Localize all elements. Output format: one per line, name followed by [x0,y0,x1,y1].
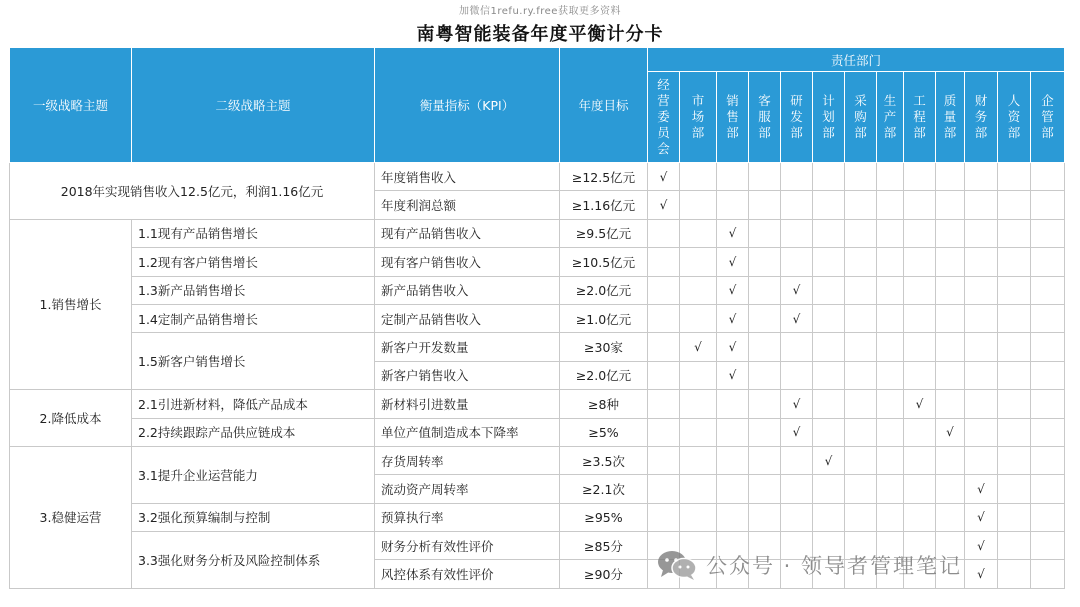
dept-cell [845,361,877,389]
target-cell: ≥10.5亿元 [560,248,648,276]
dept-cell [1031,333,1065,361]
dept-cell [749,276,781,304]
kpi-cell: 新客户开发数量 [375,333,560,361]
dept-cell [877,418,904,446]
dept-cell [998,390,1031,418]
dept-cell [1031,390,1065,418]
strategy-theme-2: 2.2持续跟踪产品供应链成本 [132,418,375,446]
check-mark: √ [781,304,813,332]
dept-cell [781,503,813,531]
dept-cell [998,191,1031,219]
dept-cell [998,418,1031,446]
target-cell: ≥8种 [560,390,648,418]
table-row [10,163,1065,191]
dept-cell [813,276,845,304]
dept-cell [648,446,680,474]
dept-cell [813,304,845,332]
table-row [10,390,1065,418]
dept-cell [749,532,781,560]
dept-cell [936,560,965,588]
dept-cell [904,361,936,389]
strategy-theme-2: 3.2强化预算编制与控制 [132,503,375,531]
dept-cell [781,361,813,389]
table-row [10,446,1065,474]
dept-cell [904,418,936,446]
table-row [10,503,1065,531]
dept-cell [965,191,998,219]
dept-cell [813,503,845,531]
dept-cell [1031,276,1065,304]
dept-cell [845,532,877,560]
dept-cell [845,475,877,503]
check-mark: √ [717,248,749,276]
dept-cell [749,560,781,588]
dept-cell [648,219,680,247]
dept-cell [781,532,813,560]
table-row [10,304,1065,332]
kpi-cell: 流动资产周转率 [375,475,560,503]
dept-cell [648,560,680,588]
dept-cell [680,304,717,332]
dept-cell [845,304,877,332]
table-row [10,532,1065,560]
header-dept: 财 务 部 [965,72,998,163]
strategy-theme-2: 3.3强化财务分析及风险控制体系 [132,532,375,589]
dept-cell [1031,475,1065,503]
dept-cell [749,304,781,332]
header-dept: 研 发 部 [781,72,813,163]
dept-cell [813,163,845,191]
dept-cell [680,219,717,247]
dept-cell [845,333,877,361]
header-dept: 计 划 部 [813,72,845,163]
check-mark: √ [648,163,680,191]
dept-cell [813,248,845,276]
kpi-cell: 预算执行率 [375,503,560,531]
dept-cell [680,390,717,418]
strategy-theme-2: 3.1提升企业运营能力 [132,446,375,503]
dept-cell [717,390,749,418]
dept-cell [877,475,904,503]
dept-cell [1031,304,1065,332]
dept-cell [845,248,877,276]
dept-cell [936,248,965,276]
dept-cell [936,333,965,361]
dept-cell [717,532,749,560]
dept-cell [749,191,781,219]
target-cell: ≥30家 [560,333,648,361]
dept-cell [845,219,877,247]
dept-cell [998,276,1031,304]
strategy-theme-1: 3.稳健运营 [10,446,132,588]
dept-cell [877,333,904,361]
kpi-cell: 新产品销售收入 [375,276,560,304]
page-title: 南粤智能装备年度平衡计分卡 [416,24,664,45]
target-cell: ≥12.5亿元 [560,163,648,191]
dept-cell [648,390,680,418]
dept-cell [965,333,998,361]
dept-cell [781,248,813,276]
header-dept: 质 量 部 [936,72,965,163]
check-mark: √ [717,361,749,389]
dept-cell [749,219,781,247]
check-mark: √ [717,219,749,247]
header-dept: 市 场 部 [680,72,717,163]
dept-cell [845,503,877,531]
dept-cell [680,248,717,276]
dept-cell [749,503,781,531]
dept-cell [1031,191,1065,219]
dept-cell [877,560,904,588]
dept-cell [998,219,1031,247]
dept-cell [904,503,936,531]
dept-cell [749,163,781,191]
dept-cell [781,219,813,247]
dept-cell [680,276,717,304]
dept-cell [936,361,965,389]
kpi-cell: 新材料引进数量 [375,390,560,418]
check-mark: √ [781,390,813,418]
dept-cell [965,418,998,446]
strategy-theme-1: 2018年实现销售收入12.5亿元，利润1.16亿元 [10,163,375,220]
dept-cell [813,361,845,389]
strategy-theme-2: 1.4定制产品销售增长 [132,304,375,332]
dept-cell [680,418,717,446]
kpi-cell: 存货周转率 [375,446,560,474]
dept-cell [648,361,680,389]
dept-cell [648,532,680,560]
dept-cell [877,503,904,531]
dept-cell [877,532,904,560]
dept-cell [998,304,1031,332]
dept-cell [904,532,936,560]
dept-cell [936,475,965,503]
dept-cell [717,163,749,191]
dept-cell [877,191,904,219]
dept-cell [877,276,904,304]
dept-cell [717,418,749,446]
dept-cell [877,304,904,332]
dept-cell [904,219,936,247]
dept-cell [648,418,680,446]
dept-cell [813,475,845,503]
check-mark: √ [936,418,965,446]
dept-cell [749,418,781,446]
header-dept: 人 资 部 [998,72,1031,163]
strategy-theme-1: 2.降低成本 [10,390,132,447]
dept-cell [965,446,998,474]
dept-cell [965,361,998,389]
watermark-text: 公众号 · 领导者管理笔记 [706,554,963,578]
dept-cell [781,475,813,503]
dept-cell [936,191,965,219]
dept-cell [904,276,936,304]
dept-cell [749,361,781,389]
dept-cell [845,390,877,418]
header-dept: 销 售 部 [717,72,749,163]
target-cell: ≥5% [560,418,648,446]
dept-cell [648,475,680,503]
check-mark: √ [717,333,749,361]
dept-cell [998,475,1031,503]
kpi-cell: 年度利润总额 [375,191,560,219]
dept-cell [936,532,965,560]
dept-cell [936,390,965,418]
dept-cell [998,532,1031,560]
dept-cell [936,163,965,191]
dept-cell [781,191,813,219]
kpi-cell: 年度销售收入 [375,163,560,191]
check-mark: √ [717,276,749,304]
dept-cell [813,390,845,418]
table-row [10,333,1065,361]
check-mark: √ [965,560,998,588]
dept-cell [781,560,813,588]
dept-cell [998,560,1031,588]
kpi-cell: 定制产品销售收入 [375,304,560,332]
kpi-cell: 财务分析有效性评价 [375,532,560,560]
header-theme2: 二级战略主题 [132,48,375,163]
dept-cell [936,446,965,474]
check-mark: √ [965,532,998,560]
target-cell: ≥2.0亿元 [560,361,648,389]
dept-cell [904,560,936,588]
header-theme1: 一级战略主题 [10,48,132,163]
strategy-theme-2: 2.1引进新材料，降低产品成本 [132,390,375,418]
target-cell: ≥1.0亿元 [560,304,648,332]
dept-cell [845,446,877,474]
dept-cell [1031,219,1065,247]
dept-cell [813,333,845,361]
dept-cell [998,446,1031,474]
target-cell: ≥3.5次 [560,446,648,474]
dept-cell [998,361,1031,389]
target-cell: ≥2.0亿元 [560,276,648,304]
kpi-cell: 新客户销售收入 [375,361,560,389]
kpi-cell: 现有客户销售收入 [375,248,560,276]
strategy-theme-2: 1.3新产品销售增长 [132,276,375,304]
check-mark: √ [965,503,998,531]
strategy-theme-2: 1.1现有产品销售增长 [132,219,375,247]
dept-cell [877,163,904,191]
dept-cell [965,248,998,276]
dept-cell [813,532,845,560]
dept-cell [648,333,680,361]
dept-cell [680,560,717,588]
target-cell: ≥2.1次 [560,475,648,503]
dept-cell [680,446,717,474]
check-mark: √ [904,390,936,418]
dept-cell [648,304,680,332]
dept-cell [904,475,936,503]
dept-cell [813,191,845,219]
header-dept: 经 营 委 员 会 [648,72,680,163]
dept-cell [717,503,749,531]
dept-cell [648,503,680,531]
dept-cell [845,163,877,191]
check-mark: √ [781,418,813,446]
dept-cell [648,248,680,276]
dept-cell [845,276,877,304]
dept-cell [749,248,781,276]
header-responsible-depts: 责任部门 [648,48,1065,72]
dept-cell [965,304,998,332]
strategy-theme-2: 1.2现有客户销售增长 [132,248,375,276]
dept-cell [845,560,877,588]
dept-cell [781,446,813,474]
check-mark: √ [813,446,845,474]
dept-cell [904,191,936,219]
dept-cell [749,446,781,474]
dept-cell [1031,163,1065,191]
dept-cell [998,163,1031,191]
target-cell: ≥95% [560,503,648,531]
dept-cell [1031,446,1065,474]
table-row [10,219,1065,247]
target-cell: ≥90分 [560,560,648,588]
dept-cell [936,503,965,531]
dept-cell [936,219,965,247]
dept-cell [1031,503,1065,531]
dept-cell [877,361,904,389]
dept-cell [845,191,877,219]
dept-cell [680,475,717,503]
dept-cell [749,333,781,361]
dept-cell [877,248,904,276]
dept-cell [813,418,845,446]
dept-cell [1031,248,1065,276]
dept-cell [904,446,936,474]
kpi-cell: 风控体系有效性评价 [375,560,560,588]
check-mark: √ [717,304,749,332]
dept-cell [680,191,717,219]
dept-cell [965,219,998,247]
header-dept: 客 服 部 [749,72,781,163]
target-cell: ≥9.5亿元 [560,219,648,247]
header-dept: 企 管 部 [1031,72,1065,163]
dept-cell [904,333,936,361]
dept-cell [998,248,1031,276]
dept-cell [680,361,717,389]
dept-cell [781,333,813,361]
dept-cell [1031,560,1065,588]
dept-cell [936,276,965,304]
balanced-scorecard-table [9,47,1065,589]
top-note: 加微信1refu.ry.free获取更多资料 [459,6,621,17]
dept-cell [904,163,936,191]
dept-cell [965,276,998,304]
strategy-theme-1: 1.销售增长 [10,219,132,389]
dept-cell [680,503,717,531]
dept-cell [680,163,717,191]
check-mark: √ [680,333,717,361]
dept-cell [877,390,904,418]
dept-cell [936,304,965,332]
check-mark: √ [781,276,813,304]
dept-cell [1031,532,1065,560]
dept-cell [717,446,749,474]
dept-cell [998,503,1031,531]
table-row [10,418,1065,446]
kpi-cell: 现有产品销售收入 [375,219,560,247]
dept-cell [1031,361,1065,389]
dept-cell [781,163,813,191]
check-mark: √ [965,475,998,503]
dept-cell [717,475,749,503]
strategy-theme-2: 1.5新客户销售增长 [132,333,375,390]
dept-cell [904,248,936,276]
table-row [10,276,1065,304]
kpi-cell: 单位产值制造成本下降率 [375,418,560,446]
table-row [10,248,1065,276]
dept-cell [717,191,749,219]
dept-cell [965,390,998,418]
dept-cell [845,418,877,446]
header-target: 年度目标 [560,48,648,163]
dept-cell [877,446,904,474]
check-mark: √ [648,191,680,219]
dept-cell [648,276,680,304]
dept-cell [1031,418,1065,446]
header-dept: 生 产 部 [877,72,904,163]
dept-cell [749,475,781,503]
dept-cell [717,560,749,588]
dept-cell [904,304,936,332]
dept-cell [749,390,781,418]
dept-cell [877,219,904,247]
target-cell: ≥85分 [560,532,648,560]
header-dept: 采 购 部 [845,72,877,163]
dept-cell [965,163,998,191]
header-kpi: 衡量指标（KPI） [375,48,560,163]
target-cell: ≥1.16亿元 [560,191,648,219]
dept-cell [998,333,1031,361]
header-dept: 工 程 部 [904,72,936,163]
dept-cell [813,560,845,588]
dept-cell [813,219,845,247]
dept-cell [680,532,717,560]
